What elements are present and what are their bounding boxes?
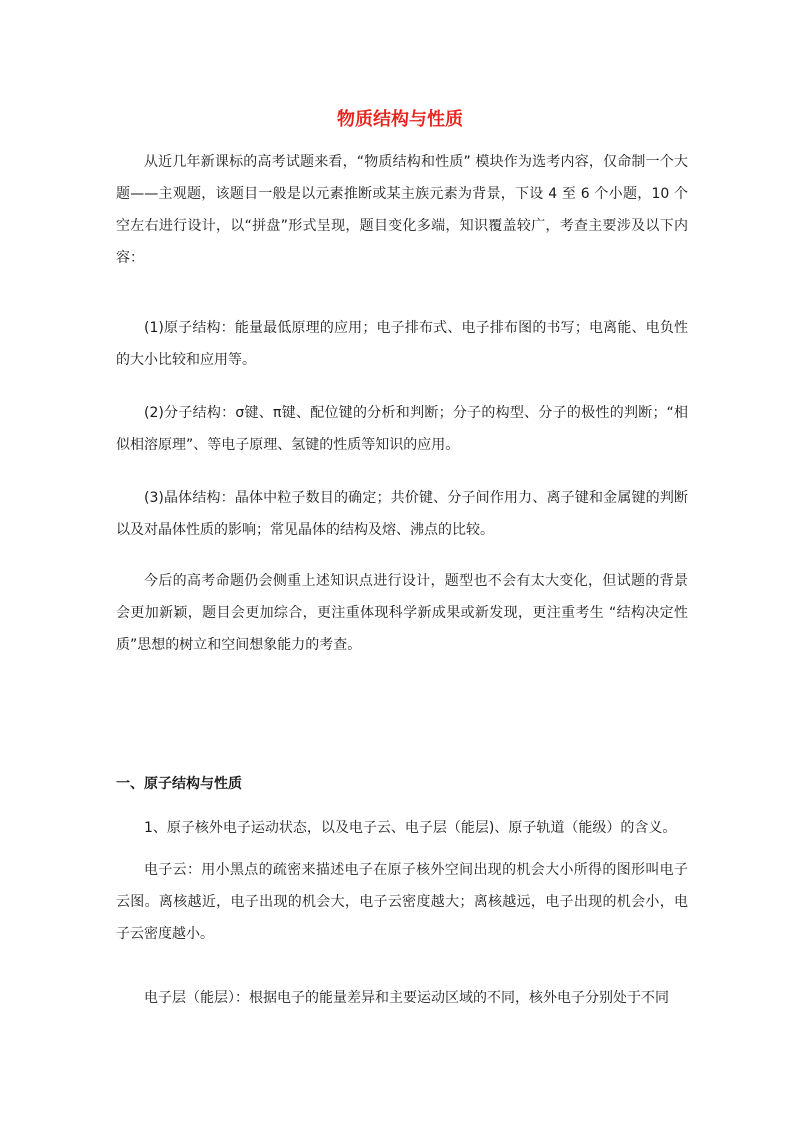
crystal-structure-paragraph: (3)晶体结构：晶体中粒子数目的确定；共价键、分子间作用力、离子键和金属键的判断以及对晶体性质的影响；常见晶体的结构及熔、沸点的比较。 (116, 490, 688, 538)
section-paragraph-electron-shell: 电子层（能层）：根据电子的能量差异和主要运动区域的不同，核外电子分别处于不同 (144, 990, 669, 1006)
section-heading-atomic-structure: 一、原子结构与性质 (116, 776, 242, 792)
section-paragraph-electron-cloud: 电子云：用小黑点的疏密来描述电子在原子核外空间出现的机会大小所得的图形叫电子云图。离核越近，电子出现的机会大，电子云密度越大；离核越远，电子出现的机会小，电子云密度越小。 (116, 862, 688, 942)
intro-paragraph: 从近几年新课标的高考试题来看，“物质结构和性质” 模块作为选考内容，仅命制一个大题——主观题，该题目一般是以元素推断或某主族元素为背景，下设 4 至 6 个小题，10 个空左右进行设计，以“拼盘”形式呈现，题目变化多端，知识覆盖较广，考查主要涉及以下内容： (116, 154, 688, 266)
outlook-paragraph: 今后的高考命题仍会侧重上述知识点进行设计，题型也不会有太大变化，但试题的背景会更加新颖，题目会更加综合，更注重体现科学新成果或新发现，更注重考生 “结构决定性质”思想的树立和空间想象能力的考查。 (116, 573, 688, 653)
atomic-structure-paragraph: (1)原子结构：能量最低原理的应用；电子排布式、电子排布图的书写；电离能、电负性的大小比较和应用等。 (116, 320, 688, 368)
section-paragraph-motion-state: 1、原子核外电子运动状态，以及电子云、电子层（能层)、原子轨道（能级）的含义。 (144, 820, 677, 836)
molecular-structure-paragraph: (2)分子结构：σ键、π键、配位键的分析和判断；分子的构型、分子的极性的判断；“相似相溶原理”、等电子原理、氢键的性质等知识的应用。 (116, 405, 688, 453)
document-title: 物质结构与性质 (337, 109, 463, 130)
